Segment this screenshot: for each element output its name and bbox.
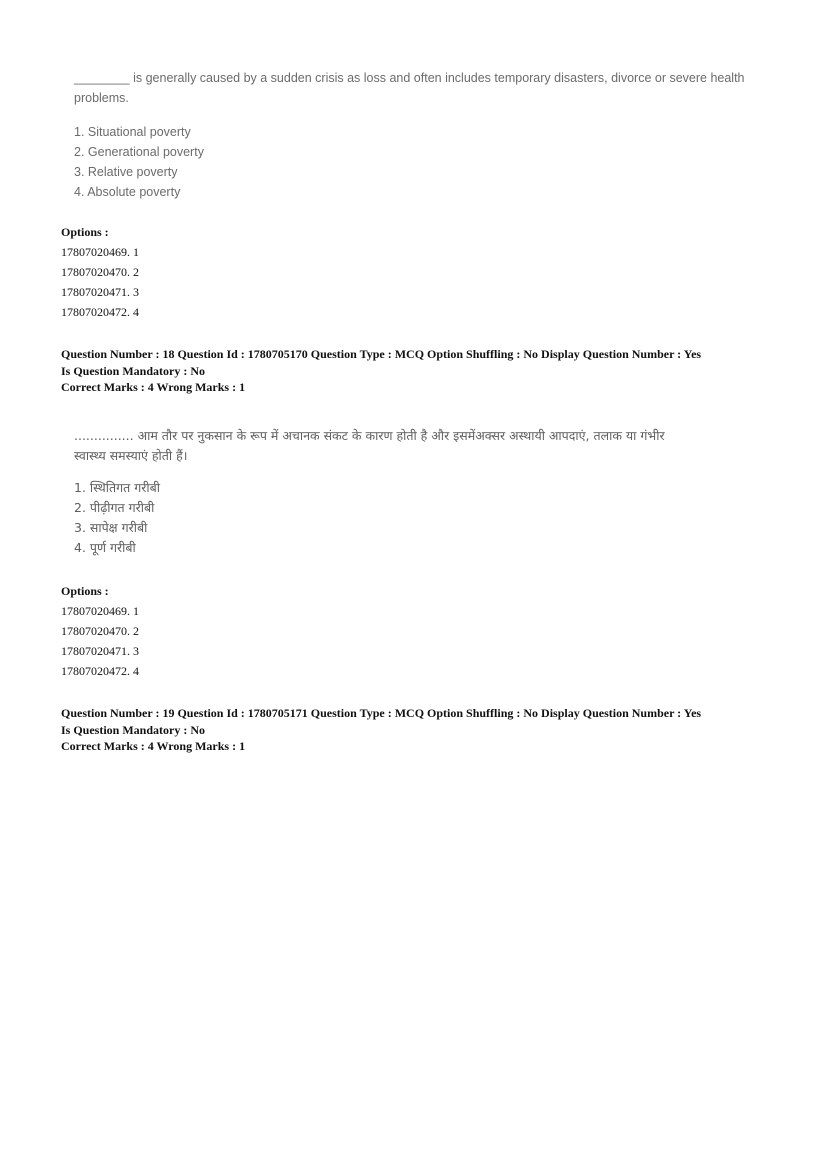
question-18-meta-line-1: Question Number : 18 Question Id : 1780705170 Question Type : MCQ Option Shuffling : No Display Question Number : Yes <box>61 347 702 361</box>
option-row: 17807020471. 3 <box>61 644 139 658</box>
question-18-stem-line-2: स्वास्थ्य समस्याएं होती हैं। <box>74 448 188 463</box>
question-18-options <box>61 581 139 681</box>
options-label: Options : <box>61 225 109 239</box>
question-19-meta <box>61 705 776 755</box>
question-18-choice-2: 2. पीढ़ीगत गरीबी <box>74 500 155 515</box>
question-18-choice-3: 3. सापेक्ष गरीबी <box>74 520 148 535</box>
option-row: 17807020470. 2 <box>61 624 139 638</box>
question-17-options <box>61 222 139 322</box>
question-18-marks: Correct Marks : 4 Wrong Marks : 1 <box>61 380 246 394</box>
question-18-choice-1: 1. स्थितिगत गरीबी <box>74 480 160 495</box>
question-18-stem-line-1: ............... आम तौर पर नुकसान के रूप में अचानक संकट के कारण होती है और इसमेंअक्सर अस्थायी आपदाएं, तलाक या गंभीर <box>74 428 665 443</box>
option-row: 17807020469. 1 <box>61 604 139 618</box>
question-18-meta <box>61 346 776 396</box>
question-18-choice-list <box>74 478 784 558</box>
question-17-choice-1: 1. Situational poverty <box>74 125 191 139</box>
question-18-choice-4: 4. पूर्ण गरीबी <box>74 540 136 555</box>
question-17-choice-3: 3. Relative poverty <box>74 165 178 179</box>
option-row: 17807020472. 4 <box>61 305 139 319</box>
question-17-stem: ________ is generally caused by a sudden crisis as loss and often includes temporary disasters, divorce or severe health problems. <box>74 71 745 105</box>
question-19-marks: Correct Marks : 4 Wrong Marks : 1 <box>61 739 246 753</box>
question-17-choice-4: 4. Absolute poverty <box>74 185 181 199</box>
options-label: Options : <box>61 584 109 598</box>
option-row: 17807020472. 4 <box>61 664 139 678</box>
question-17-choice-2: 2. Generational poverty <box>74 145 204 159</box>
option-row: 17807020471. 3 <box>61 285 139 299</box>
question-19-mandatory: Is Question Mandatory : No <box>61 722 206 737</box>
question-18-image <box>74 426 784 558</box>
question-17-choice-list <box>74 122 784 202</box>
question-17-image <box>74 68 784 202</box>
option-row: 17807020469. 1 <box>61 245 139 259</box>
question-19-meta-line-1: Question Number : 19 Question Id : 1780705171 Question Type : MCQ Option Shuffling : No Display Question Number : Yes <box>61 706 702 720</box>
question-18-mandatory: Is Question Mandatory : No <box>61 363 206 378</box>
option-row: 17807020470. 2 <box>61 265 139 279</box>
